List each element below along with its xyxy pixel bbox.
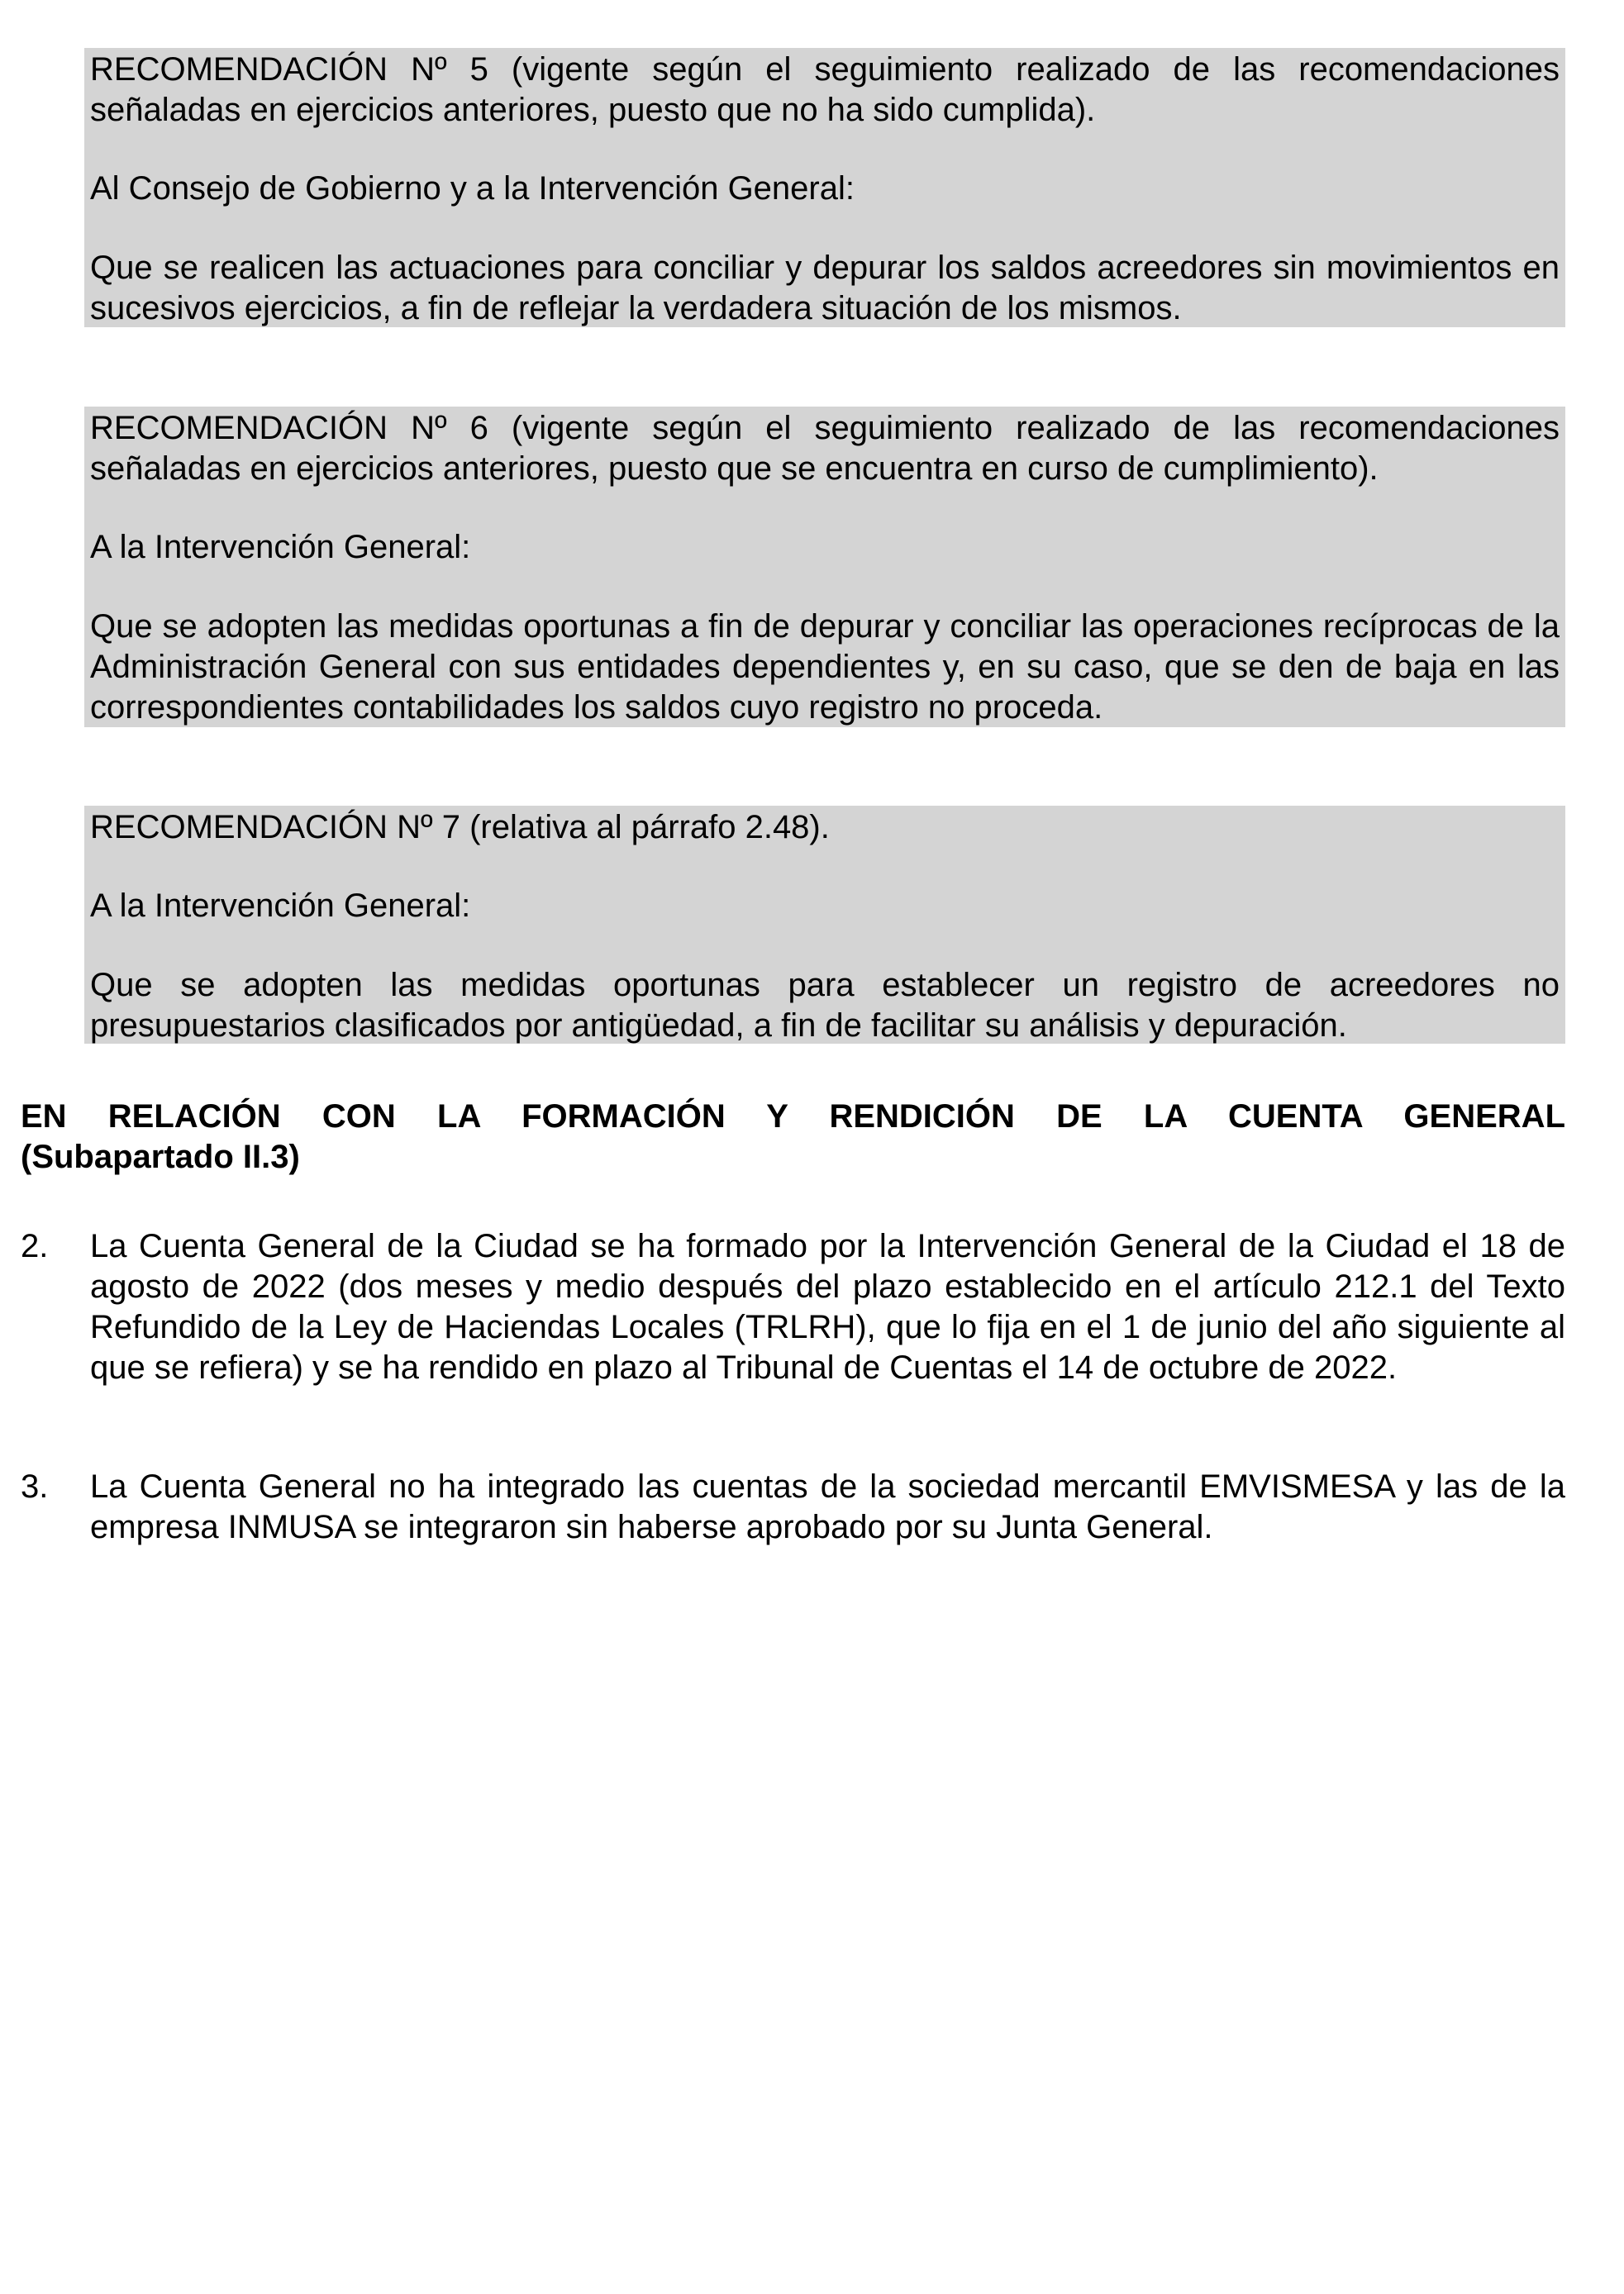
paragraph-text: La Cuenta General de la Ciudad se ha formado por la Intervención General de la Ciudad el 18 de agosto de 2022 (dos meses y medio después del plazo establecido en el artículo 212.1 del Texto Refundido de la Ley de Haciendas Locales (TRLRH), que lo fija en el 1 de junio del año siguiente al que se refiera) y se ha rendido en plazo al Tribunal de Cuentas el 14 de octubre de 2022.	[90, 1228, 1565, 1386]
section-heading-line-2: (Subapartado II.3)	[21, 1139, 300, 1175]
recommendation-addressee: Al Consejo de Gobierno y a la Intervención General:	[90, 170, 855, 207]
recommendation-title: RECOMENDACIÓN Nº 6 (vigente según el seguimiento realizado de las recomendaciones señaladas en ejercicios anteriores, puesto que se encuentra en curso de cumplimiento).	[90, 410, 1560, 487]
recommendation-addressee: A la Intervención General:	[90, 529, 471, 565]
recommendation-box-7	[84, 806, 1565, 1044]
recommendation-box-5	[84, 48, 1565, 327]
recommendation-box-6	[84, 407, 1565, 727]
section-heading	[21, 1097, 1565, 1178]
numbered-paragraph-2	[21, 1226, 1565, 1388]
paragraph-number: 3.	[21, 1468, 49, 1505]
recommendation-body: Que se adopten las medidas oportunas para establecer un registro de acreedores no presupuestarios clasificados por antigüedad, a fin de facilitar su análisis y depuración.	[90, 967, 1560, 1044]
paragraph-text: La Cuenta General no ha integrado las cuentas de la sociedad mercantil EMVISMESA y las de la empresa INMUSA se integraron sin haberse aprobado por su Junta General.	[90, 1468, 1565, 1545]
recommendation-title: RECOMENDACIÓN Nº 5 (vigente según el seguimiento realizado de las recomendaciones señaladas en ejercicios anteriores, puesto que no ha sido cumplida).	[90, 51, 1560, 128]
recommendation-title: RECOMENDACIÓN Nº 7 (relativa al párrafo 2.48).	[90, 809, 830, 845]
numbered-paragraph-3	[21, 1467, 1565, 1548]
recommendation-body: Que se realicen las actuaciones para conciliar y depurar los saldos acreedores sin movimientos en sucesivos ejercicios, a fin de reflejar la verdadera situación de los mismos.	[90, 250, 1560, 326]
recommendation-body: Que se adopten las medidas oportunas a fin de depurar y conciliar las operaciones recíprocas de la Administración General con sus entidades dependientes y, en su caso, que se den de baja en las correspondientes contabilidades los saldos cuyo registro no proceda.	[90, 608, 1560, 726]
paragraph-number: 2.	[21, 1228, 49, 1264]
section-heading-line-1: EN RELACIÓN CON LA FORMACIÓN Y RENDICIÓN DE LA CUENTA GENERAL	[21, 1098, 1565, 1135]
recommendation-addressee: A la Intervención General:	[90, 888, 471, 924]
